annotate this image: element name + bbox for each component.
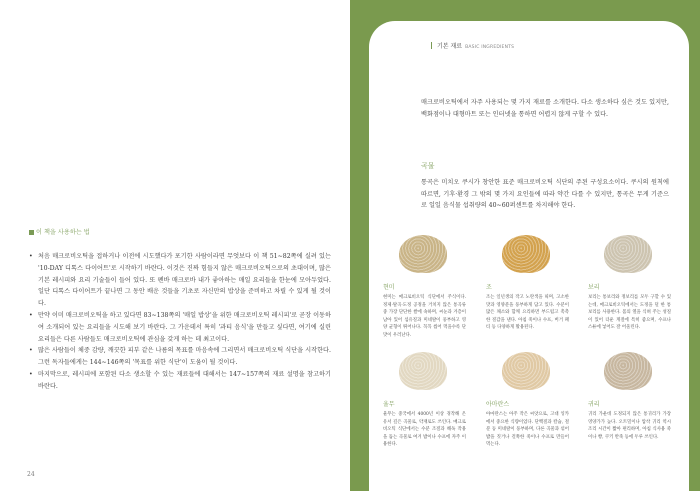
brown-rice-photo [393,229,455,277]
usage-guide-list [29,251,331,393]
ingredient-barley [588,229,671,332]
page-header [431,41,514,50]
content-card [369,21,689,491]
intro-paragraph: 매크로비오틱에서 자주 사용되는 몇 가지 재료를 소개한다. 다소 생소하다 싶은 것도 있지만, 백화점이나 대형마트 또는 인터넷을 통하면 어렵지 않게 구할 수 있다. [421,99,669,118]
ingredient-name: 아마란스 [486,401,510,408]
ingredient-description: 아마란스는 아주 작은 씨앗으로, 고대 잉카에서 중요한 식량이었다. 단백질과 칼슘, 철분 등 미네랄이 풍부하며, 다른 곡물과 섞어 밥을 짓거나 걸쭉한 죽이나 수프로 만들어 먹는다. [486,412,569,448]
ingredient-description: 현미는 매크로비오틱 식단에서 주식이다. 정제·탈곡·도정 공정을 거치지 않은 통곡류 중 가장 단단한 쌀에 속하며, 씨눈과 겨층이 남아 있어 섬유질과 미네랄이 풍부하고 영양 균형이 뛰어나다. 꼭꼭 씹어 먹을수록 단맛이 우러난다. [383,295,466,338]
grains-heading: 곡물 [421,162,435,170]
millet-photo [496,229,558,277]
list-item: • 만약 이미 매크로비오틱을 하고 있다면 83~138쪽의 '매일 밥상'을 위한 매크로비오틱 레시피'로 곧장 이동하여 소개되어 있는 요리들을 시도해 보기 바란다. 그 가운데서 특히 '과티 음식'을 만들고 싶다면, 여기에 실린 요리들은 다른 사람들도 매크로비오틱에 관심을 갖게 하는 데 최고이다. [29,310,331,345]
right-page [350,0,700,491]
header-subtitle: BASIC INGREDIENTS [465,45,515,50]
list-item: • 처음 매크로비오틱을 접하거나 이전에 시도했다가 포기한 사람이라면 무엇보다 이 책 51~82쪽에 실려 있는 '10-DAY 디톡스 다이어트'로 시작하기 바란다. 이것은 진짜 힘들지 않은 매크로비오틱으로의 초대이며, 많은 기본 레시피와 요리 기술들이 들어 있다. 또 펜바 매크로바 내가 좋아하는 매일 요리들을 한눈에 모아두었다. 일단 디톡스 다이어트가 끝나면 그 동안 배운 것들을 기초로 자신만의 밥상을 준비하고 차릴 수 있게 될 것이다. [29,251,331,310]
barley-photo [598,229,660,277]
list-item: • 많은 사람들이 체중 감량, 깨끗한 피부 같은 나름의 목표를 마음속에 그리면서 매크로비오틱 식단을 시작한다. 그런 독자들에게는 144~146쪽의 '목표를 위한 식단'이 도움이 될 것이다. [29,345,331,369]
header-title: 기본 재료 [437,43,463,50]
amaranth-photo [496,346,558,394]
ingredient-job-tears [383,346,466,449]
ingredient-oats [588,346,671,441]
section-heading: 이 책을 사용하는 법 [29,227,90,236]
ingredient-description: 율무는 중국에서 4000년 이상 경작해 온 유서 깊은 곡물로, 약재로도 쓰인다. 매크로비오틱 식단에서는 수분 조절과 해독 작용을 돕는 곡물로 여겨 밥이나 수프에 자주 이용한다. [383,412,466,448]
page-number: 24 [27,471,35,478]
ingredient-description: 귀리 가운데 도정되지 않은 통귀리가 가장 영양가가 높다. 오트밀이나 압착 귀리 역시 조리 시간이 짧아 편리하며, 아침 식사용 죽이나 빵, 쿠키 반죽 등에 두루 쓰인다. [588,412,671,440]
ingredient-name: 현미 [383,284,395,291]
ingredient-description: 조는 일년생의 작고 노란색을 띠며, 고소한 맛과 영양분을 풍부하게 담고 있다. 수분이 많은 채소와 함께 요리하면 부드럽고 촉촉한 질감을 낸다. 아침 죽이나 수프, 버거 패티 등 다양하게 활용된다. [486,295,569,331]
oats-photo [598,346,660,394]
ingredient-name: 율무 [383,401,395,408]
ingredient-name: 보리 [588,284,600,291]
square-bullet-icon [29,230,34,235]
header-divider [431,42,432,49]
ingredient-amaranth [486,346,569,449]
grains-description: 통곡은 미치오 쿠시가 창안한 표준 매크로비오틱 식단의 주된 구성요소이다. 쿠시의 원칙에 따르면, 기후·환경 그 밖의 몇 가지 요인들에 따라 약간 다를 수 있지만, 통곡은 무게 기준으로 일일 음식물 섭취량의 40~60퍼센트를 차지해야 한다. [421,179,669,209]
list-item: • 마지막으로, 레시피에 포함된 다소 생소할 수 있는 재료들에 대해서는 147~157쪽의 재료 설명을 참고하기 바란다. [29,369,331,393]
ingredient-name: 귀리 [588,401,600,408]
ingredient-name: 조 [486,284,492,291]
ingredient-description: 보리는 통보리와 정보리를 모두 구할 수 있는데, 매크로비오틱에서는 도정을 덜 한 통보리를 사용한다. 몸의 열을 식혀 주는 성질이 있어 더운 계절에 특히 좋으며, 수프나 스튜에 넣어도 잘 어울린다. [588,295,671,331]
ingredient-millet [486,229,569,332]
job-tears-photo [393,346,455,394]
ingredient-brown-rice [383,229,466,340]
